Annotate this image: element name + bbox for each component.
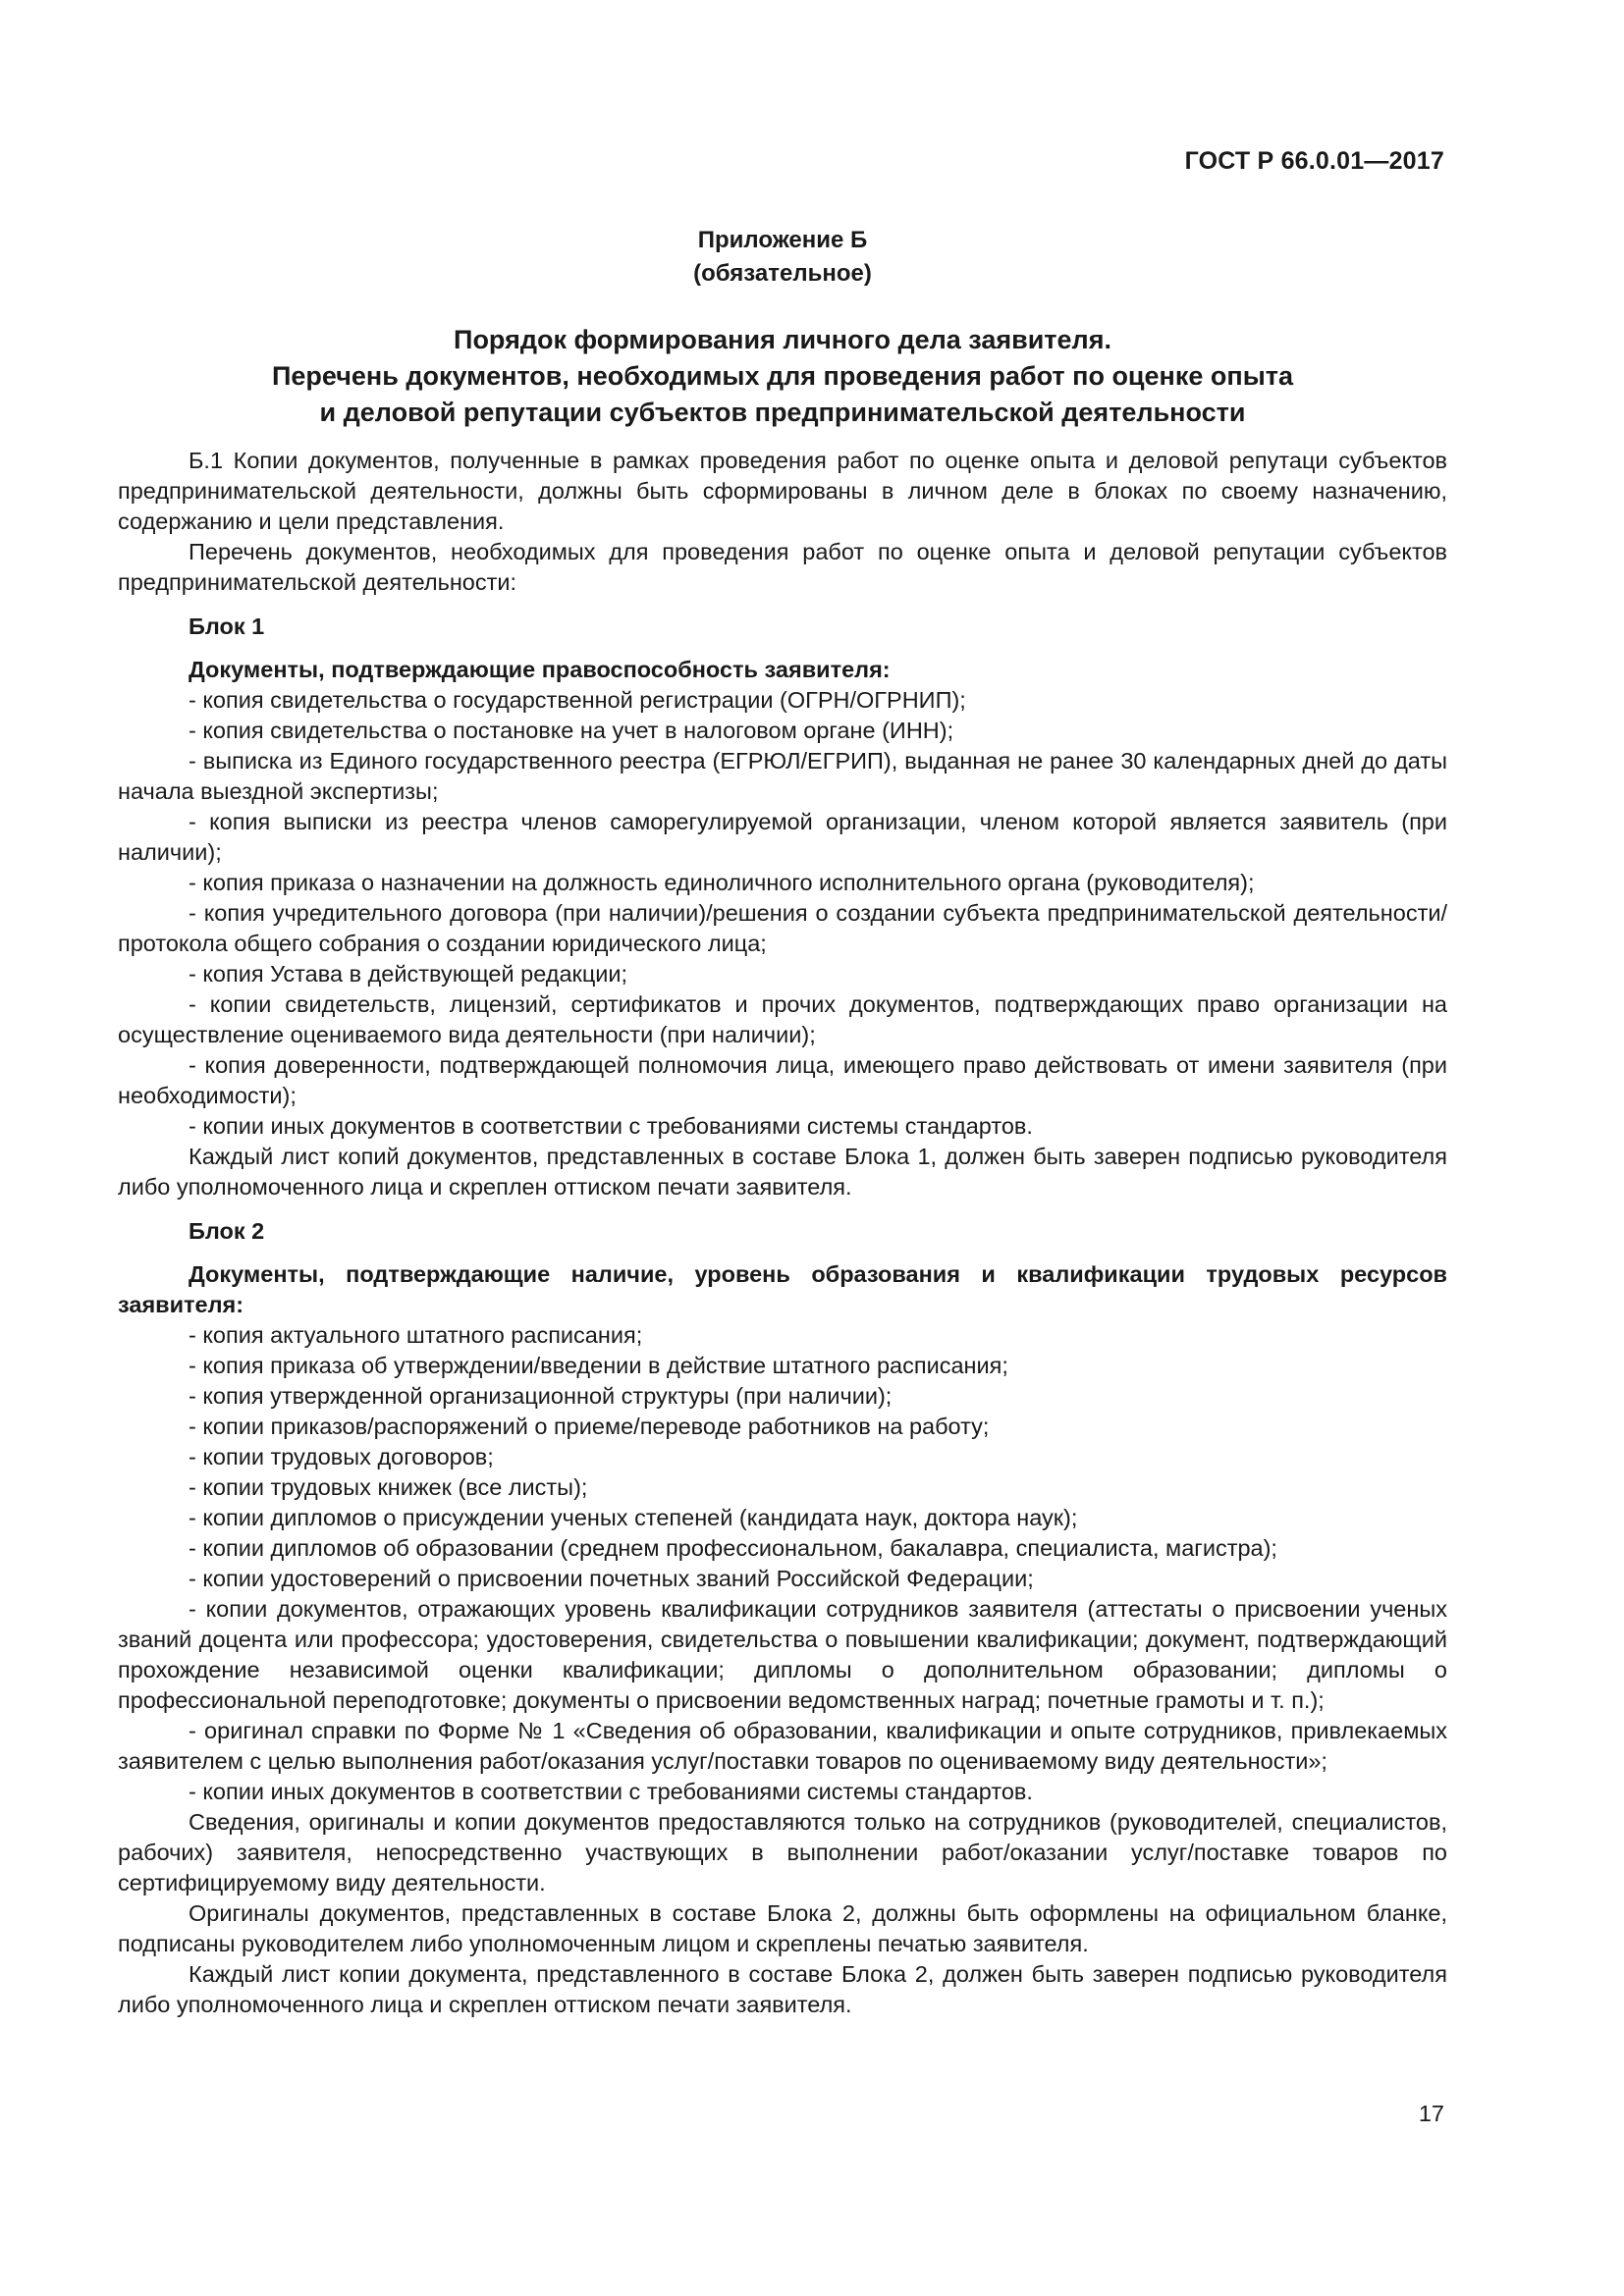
page-content <box>118 224 1447 2020</box>
list-item: - копии приказов/распоряжений о приеме/переводе работников на работу; <box>189 1414 990 1439</box>
list-item: - копии дипломов о присуждении ученых степеней (кандидата наук, доктора наук); <box>189 1505 1078 1530</box>
block-2-title: Блок 2 <box>189 1218 265 1244</box>
list-item: - копия актуального штатного расписания; <box>189 1322 643 1348</box>
list-item: - копии документов, отражающих уровень квалификации сотрудников заявителя (аттестаты о присвоении ученых званий доцента или профессора; удостоверения, свидетельства о повышении квалификации; документ, подтверждающий прохождение независимой оценки квалификации; дипломы о дополнительном образовании; дипломы о профессиональной переподготовке; документы о присвоении ведомственных наград; почетные грамоты и т. п.); <box>118 1596 1447 1713</box>
appendix-title: Приложение Б <box>697 227 868 253</box>
list-item: - копии свидетельств, лицензий, сертификатов и прочих документов, подтверждающих право организации на осуществление оцениваемого вида деятельности (при наличии); <box>118 991 1447 1047</box>
list-item: - копия приказа об утверждении/введении в действие штатного расписания; <box>189 1353 1008 1378</box>
list-item: - копии иных документов в соответствии с требованиями системы стандартов. <box>189 1113 1033 1139</box>
block-2-note-3: Каждый лист копии документа, представленного в составе Блока 2, должен быть заверен подписью руководителя либо уполномоченного лица и скреплен оттиском печати заявителя. <box>118 1961 1447 2017</box>
appendix-subtitle: (обязательное) <box>693 260 872 287</box>
list-item: - копия выписки из реестра членов саморегулируемой организации, членом которой является заявитель (при наличии); <box>118 809 1447 865</box>
list-item: - оригинал справки по Форме № 1 «Сведения об образовании, квалификации и опыте сотрудников, привлекаемых заявителем с целью выполнения работ/оказания услуг/поставки товаров по оцениваемому виду деятельности»; <box>118 1718 1447 1774</box>
block-1-note: Каждый лист копий документов, представленных в составе Блока 1, должен быть заверен подписью руководителя либо уполномоченного лица и скреплен оттиском печати заявителя. <box>118 1144 1447 1200</box>
block-1-title: Блок 1 <box>189 614 265 639</box>
list-item: - копии трудовых договоров; <box>189 1444 494 1469</box>
standard-code: ГОСТ Р 66.0.01—2017 <box>1184 147 1444 175</box>
title-line-3: и деловой репутации субъектов предпринимательской деятельности <box>319 398 1246 427</box>
intro-paragraph-1: Б.1 Копии документов, полученные в рамках проведения работ по оценке опыта и деловой репутаци субъектов предпринимательской деятельности, должны быть сформированы в личном деле в блоках по своему назначению, содержанию и цели представления. <box>118 448 1447 534</box>
list-item: - копия учредительного договора (при наличии)/решения о создании субъекта предпринимательской деятельности/протокола общего собрания о создании юридического лица; <box>118 900 1447 956</box>
list-item: - копии трудовых книжек (все листы); <box>189 1474 588 1500</box>
list-item: - выписка из Единого государственного реестра (ЕГРЮЛ/ЕГРИП), выданная не ранее 30 календарных дней до даты начала выездной экспертизы; <box>118 748 1447 804</box>
list-item: - копия утвержденной организационной структуры (при наличии); <box>189 1383 893 1409</box>
list-item: - копии иных документов в соответствии с требованиями системы стандартов. <box>189 1779 1033 1804</box>
title-line-2: Перечень документов, необходимых для проведения работ по оценке опыта <box>271 361 1293 391</box>
document-title <box>118 322 1447 431</box>
list-item: - копия свидетельства о государственной регистрации (ОГРН/ОГРНИП); <box>189 687 966 713</box>
title-line-1: Порядок формирования личного дела заявителя. <box>454 325 1111 354</box>
list-item: - копия свидетельства о постановке на учет в налоговом органе (ИНН); <box>189 718 954 743</box>
list-item: - копии удостоверений о присвоении почетных званий Российской Федерации; <box>189 1566 1034 1591</box>
list-item: - копия доверенности, подтверждающей полномочия лица, имеющего право действовать от имени заявителя (при необходимости); <box>118 1052 1447 1108</box>
intro-paragraph-2: Перечень документов, необходимых для проведения работ по оценке опыта и деловой репутации субъектов предпринимательской деятельности: <box>118 539 1447 595</box>
block-2-note-1: Сведения, оригиналы и копии документов предоставляются только на сотрудников (руководителей, специалистов, рабочих) заявителя, непосредственно участвующих в выполнении работ/оказании услуг/поставке товаров по сертифицируемому виду деятельности. <box>118 1809 1447 1896</box>
page-number: 17 <box>1418 2101 1444 2126</box>
list-item: - копии дипломов об образовании (среднем профессиональном, бакалавра, специалиста, магистра); <box>189 1535 1277 1561</box>
block-2-note-2: Оригиналы документов, представленных в составе Блока 2, должны быть оформлены на официальном бланке, подписаны руководителем либо уполномоченным лицом и скреплены печатью заявителя. <box>118 1900 1447 1956</box>
block-2-subtitle: Документы, подтверждающие наличие, уровень образования и квалификации трудовых ресурсов заявителя: <box>118 1261 1447 1317</box>
list-item: - копия приказа о назначении на должность единоличного исполнительного органа (руководителя); <box>189 870 1255 895</box>
block-1-subtitle: Документы, подтверждающие правоспособность заявителя: <box>189 657 891 682</box>
list-item: - копия Устава в действующей редакции; <box>189 961 628 987</box>
